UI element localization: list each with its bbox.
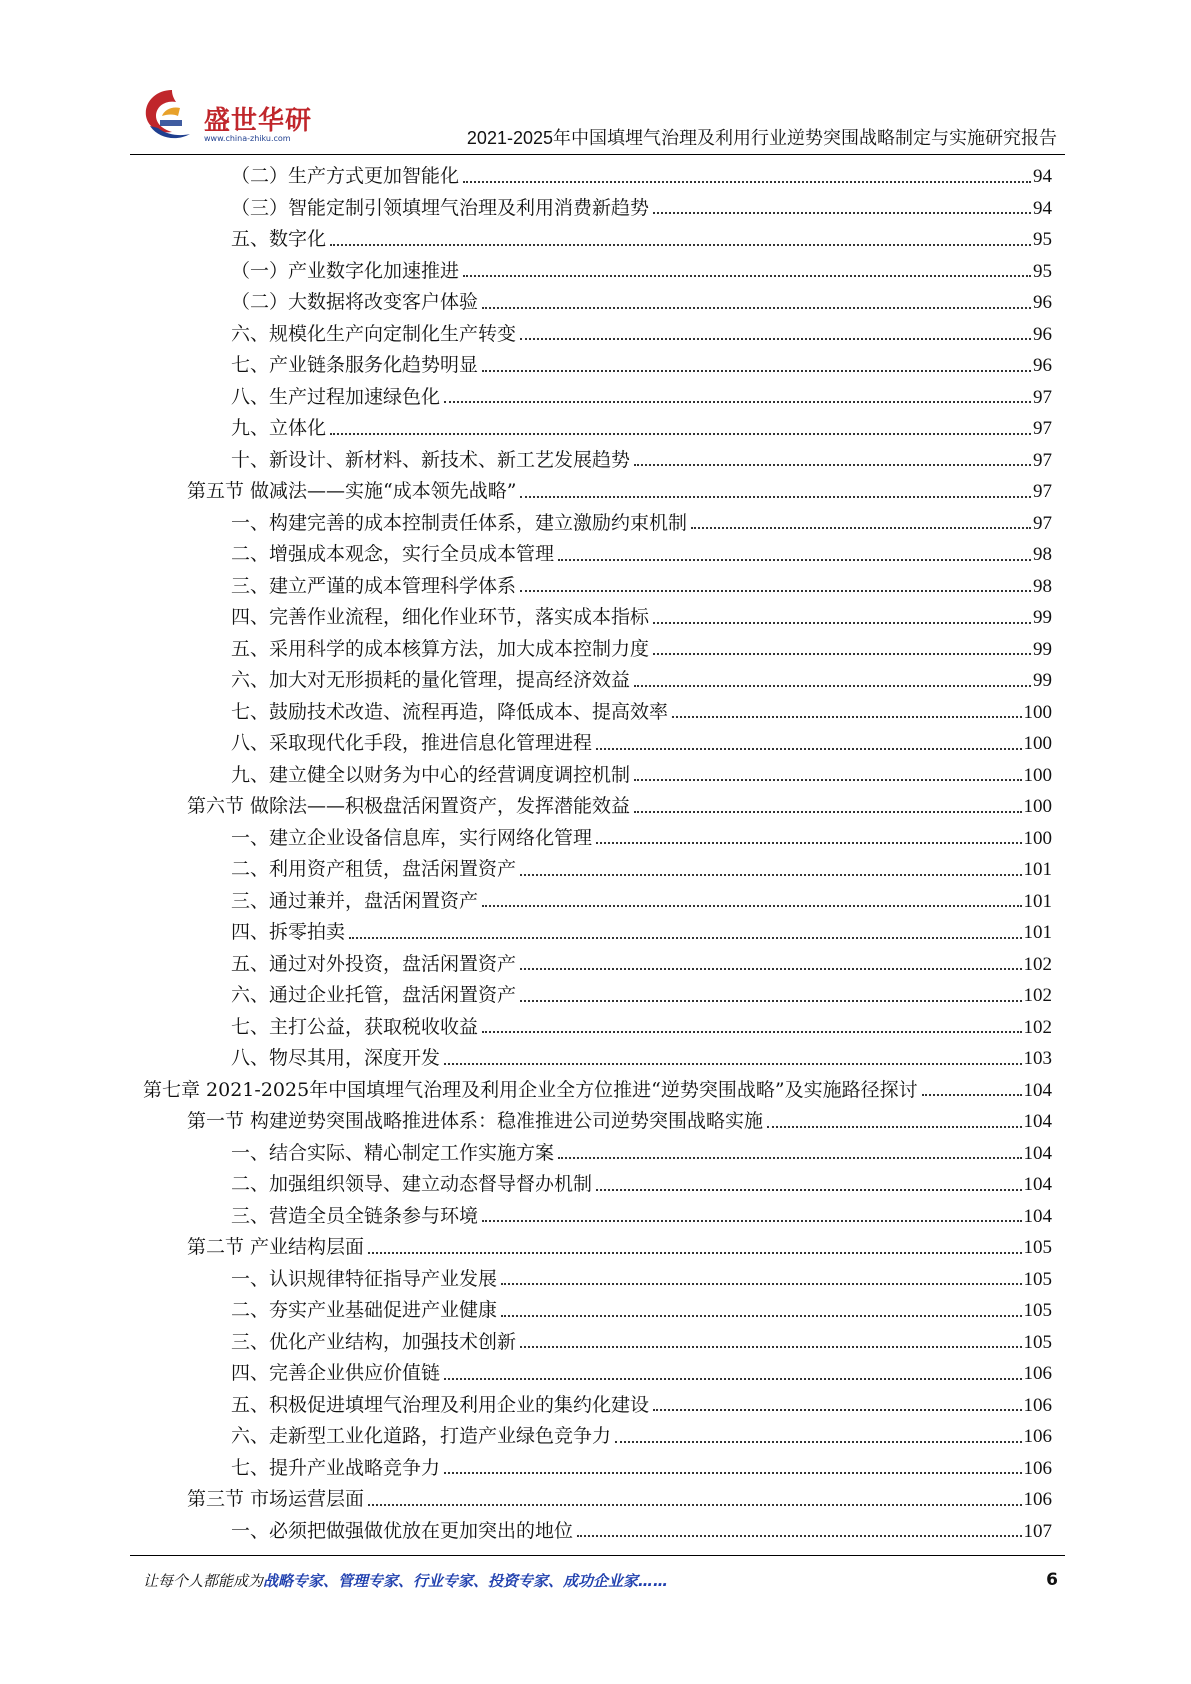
toc-entry-label: 三、营造全员全链条参与环境	[231, 1204, 479, 1227]
toc-entry-label: 第三节 市场运营层面	[187, 1488, 365, 1510]
toc-entry[interactable]	[143, 1484, 1052, 1516]
toc-entry[interactable]	[143, 445, 1052, 477]
toc-leader-dots	[922, 1093, 1022, 1096]
logo-text: 盛世华研	[204, 106, 313, 136]
toc-entry[interactable]	[143, 1516, 1052, 1548]
toc-entry-page: 100	[1023, 827, 1052, 849]
toc-entry-page: 105	[1023, 1331, 1052, 1353]
toc-entry[interactable]	[143, 697, 1052, 729]
toc-entry-label: 一、认识规律特征指导产业发展	[231, 1267, 498, 1290]
toc-entry[interactable]	[143, 1138, 1052, 1170]
toc-entry[interactable]	[143, 1453, 1052, 1485]
toc-leader-dots	[330, 243, 1031, 246]
toc-entry-label: 四、完善作业流程，细化作业环节，落实成本指标	[231, 606, 650, 628]
toc-entry-page: 94	[1033, 166, 1052, 187]
toc-entry[interactable]	[143, 634, 1052, 666]
toc-leader-dots	[767, 1125, 1021, 1128]
toc-entry[interactable]	[143, 1232, 1052, 1264]
toc-entry-label: 七、主打公益，获取税收收益	[231, 1015, 479, 1038]
toc-entry[interactable]	[143, 949, 1052, 981]
toc-leader-dots	[482, 306, 1031, 309]
toc-entry-page: 99	[1033, 607, 1052, 628]
toc-entry-label: 八、生产过程加速绿色化	[231, 385, 441, 408]
toc-entry-label: 二、增强成本观念，实行全员成本管理	[231, 543, 555, 565]
page-number: 6	[1046, 1570, 1058, 1590]
toc-leader-dots	[653, 621, 1031, 624]
toc-entry[interactable]	[143, 886, 1052, 918]
toc-leader-dots	[672, 715, 1021, 718]
toc-leader-dots	[691, 526, 1031, 529]
toc-entry-page: 98	[1033, 544, 1052, 565]
toc-leader-dots	[444, 1377, 1021, 1380]
toc-entry-page: 101	[1023, 859, 1052, 880]
toc-entry-page: 102	[1023, 1016, 1052, 1038]
toc-entry-label: 八、物尽其用，深度开发	[231, 1047, 441, 1069]
toc-entry-page: 100	[1023, 796, 1052, 817]
toc-entry-page: 102	[1023, 953, 1052, 975]
toc-entry-page: 100	[1023, 764, 1052, 786]
toc-entry-label: 一、必须把做强做优放在更加突出的地位	[231, 1519, 574, 1542]
toc-leader-dots	[577, 1534, 1021, 1537]
page-footer	[143, 1570, 1058, 1596]
toc-entry-page: 95	[1033, 260, 1052, 282]
toc-entry-label: 六、通过企业托管，盘活闲置资产	[231, 984, 517, 1006]
toc-leader-dots	[482, 904, 1021, 907]
toc-leader-dots	[520, 1345, 1021, 1348]
toc-leader-dots	[444, 1062, 1021, 1065]
logo-swirl-icon	[142, 86, 206, 148]
footer-divider	[130, 1555, 1065, 1556]
toc-entry-label: 一、建立企业设备信息库，实行网络化管理	[231, 826, 593, 849]
toc-entry-label: 九、立体化	[231, 417, 327, 439]
toc-entry[interactable]	[143, 1043, 1052, 1075]
toc-leader-dots	[634, 684, 1031, 687]
toc-entry-page: 100	[1023, 701, 1052, 723]
toc-entry-label: 四、拆零拍卖	[231, 921, 346, 943]
toc-entry[interactable]	[143, 1358, 1052, 1390]
table-of-contents	[143, 161, 1052, 1547]
toc-leader-dots	[463, 274, 1031, 277]
toc-entry-label: 第二节 产业结构层面	[187, 1236, 365, 1258]
toc-leader-dots	[444, 400, 1031, 403]
toc-entry[interactable]	[143, 193, 1052, 225]
toc-entry-label: 一、结合实际、精心制定工作实施方案	[231, 1141, 555, 1164]
toc-entry[interactable]	[143, 1075, 1052, 1107]
toc-entry-label: 三、优化产业结构，加强技术创新	[231, 1330, 517, 1353]
toc-entry[interactable]	[143, 1169, 1052, 1201]
footer-slogan-prefix: 让每个人都能成为	[143, 1572, 264, 1590]
report-title: 2021-2025年中国填埋气治理及利用行业逆势突围战略制定与实施研究报告	[466, 128, 1057, 148]
toc-leader-dots	[558, 558, 1031, 561]
toc-leader-dots	[368, 1503, 1021, 1506]
toc-entry-label: 七、产业链条服务化趋势明显	[231, 354, 479, 376]
toc-entry-label: 二、利用资产租赁，盘活闲置资产	[231, 858, 517, 880]
toc-entry-page: 105	[1023, 1268, 1052, 1290]
toc-leader-dots	[520, 589, 1031, 592]
toc-entry[interactable]	[143, 476, 1052, 508]
toc-entry-page: 97	[1033, 418, 1052, 439]
toc-leader-dots	[596, 1188, 1021, 1191]
toc-leader-dots	[634, 810, 1021, 813]
toc-entry[interactable]	[143, 287, 1052, 319]
toc-entry[interactable]	[143, 1201, 1052, 1233]
toc-entry-label: （二）大数据将改变客户体验	[231, 291, 479, 313]
toc-leader-dots	[520, 495, 1031, 498]
toc-entry[interactable]	[143, 1264, 1052, 1296]
toc-entry-label: 八、采取现代化手段，推进信息化管理进程	[231, 732, 593, 754]
toc-entry[interactable]	[143, 1106, 1052, 1138]
toc-entry-page: 104	[1023, 1079, 1052, 1101]
toc-entry-page: 104	[1023, 1111, 1052, 1132]
toc-leader-dots	[634, 778, 1021, 781]
toc-entry-label: （二）生产方式更加智能化	[231, 165, 460, 187]
toc-entry-page: 97	[1033, 386, 1052, 408]
toc-leader-dots	[596, 841, 1021, 844]
toc-leader-dots	[482, 1030, 1021, 1033]
toc-entry-page: 100	[1023, 733, 1052, 754]
toc-entry-page: 101	[1023, 890, 1052, 912]
toc-entry-label: 二、夯实产业基础促进产业健康	[231, 1299, 498, 1321]
toc-entry[interactable]	[143, 256, 1052, 288]
toc-entry-label: 二、加强组织领导、建立动态督导督办机制	[231, 1173, 593, 1195]
toc-entry-label: 十、新设计、新材料、新技术、新工艺发展趋势	[231, 448, 631, 471]
toc-entry[interactable]	[143, 823, 1052, 855]
toc-entry-label: 三、建立严谨的成本管理科学体系	[231, 574, 517, 597]
toc-leader-dots	[596, 747, 1021, 750]
toc-entry[interactable]	[143, 382, 1052, 414]
toc-entry[interactable]	[143, 539, 1052, 571]
toc-entry-page: 97	[1033, 512, 1052, 534]
toc-entry[interactable]	[143, 854, 1052, 886]
toc-leader-dots	[330, 432, 1031, 435]
toc-entry-page: 106	[1023, 1394, 1052, 1416]
company-logo	[142, 86, 312, 148]
toc-entry-page: 95	[1033, 229, 1052, 250]
toc-leader-dots	[615, 1440, 1021, 1443]
toc-entry[interactable]	[143, 1012, 1052, 1044]
toc-leader-dots	[501, 1314, 1021, 1317]
toc-entry-label: 九、建立健全以财务为中心的经营调度调控机制	[231, 763, 631, 786]
toc-entry[interactable]	[143, 1327, 1052, 1359]
header-divider	[130, 154, 1065, 155]
toc-entry-label: 第一节 构建逆势突围战略推进体系：稳准推进公司逆势突围战略实施	[187, 1110, 764, 1132]
toc-entry-label: 六、规模化生产向定制化生产转变	[231, 322, 517, 345]
toc-entry-page: 99	[1033, 638, 1052, 660]
toc-entry[interactable]	[143, 728, 1052, 760]
toc-entry-page: 104	[1023, 1142, 1052, 1164]
toc-leader-dots	[653, 652, 1031, 655]
toc-entry-label: 六、加大对无形损耗的量化管理，提高经济效益	[231, 669, 631, 691]
toc-entry-page: 106	[1023, 1489, 1052, 1510]
logo-url: www.china-zhiku.com	[204, 134, 291, 143]
toc-leader-dots	[501, 1282, 1021, 1285]
toc-entry[interactable]	[143, 1390, 1052, 1422]
toc-leader-dots	[520, 873, 1021, 876]
footer-slogan-emphasis: 战略专家、管理专家、行业专家、投资专家、成功企业家……	[263, 1572, 669, 1590]
toc-entry-page: 104	[1023, 1205, 1052, 1227]
toc-entry[interactable]	[143, 1295, 1052, 1327]
toc-entry-page: 96	[1033, 323, 1052, 345]
toc-entry-page: 104	[1023, 1174, 1052, 1195]
toc-entry[interactable]	[143, 980, 1052, 1012]
toc-leader-dots	[349, 936, 1021, 939]
toc-leader-dots	[653, 211, 1031, 214]
toc-entry[interactable]	[143, 665, 1052, 697]
toc-entry-label: 五、采用科学的成本核算方法，加大成本控制力度	[231, 637, 650, 660]
toc-entry-label: （三）智能定制引领填埋气治理及利用消费新趋势	[231, 196, 650, 219]
toc-leader-dots	[482, 369, 1031, 372]
toc-entry-label: 五、通过对外投资，盘活闲置资产	[231, 952, 517, 975]
toc-entry[interactable]	[143, 350, 1052, 382]
toc-leader-dots	[520, 999, 1021, 1002]
toc-leader-dots	[463, 180, 1031, 183]
toc-entry-label: 第七章 2021-2025年中国填埋气治理及利用企业全方位推进“逆势突围战略”及实施路径探讨	[143, 1078, 918, 1101]
toc-entry[interactable]	[143, 413, 1052, 445]
toc-entry[interactable]	[143, 602, 1052, 634]
toc-entry-page: 106	[1023, 1426, 1052, 1447]
toc-leader-dots	[520, 337, 1031, 340]
toc-entry-page: 97	[1033, 481, 1052, 502]
toc-entry-label: 第六节 做除法——积极盘活闲置资产，发挥潜能效益	[187, 795, 631, 817]
toc-entry-label: 一、构建完善的成本控制责任体系，建立激励约束机制	[231, 511, 688, 534]
toc-entry[interactable]	[143, 224, 1052, 256]
toc-entry-page: 107	[1023, 1520, 1052, 1542]
toc-leader-dots	[634, 463, 1031, 466]
toc-entry-page: 94	[1033, 197, 1052, 219]
toc-leader-dots	[368, 1251, 1021, 1254]
toc-entry[interactable]	[143, 791, 1052, 823]
toc-entry[interactable]	[143, 319, 1052, 351]
toc-entry[interactable]	[143, 917, 1052, 949]
toc-leader-dots	[482, 1219, 1021, 1222]
toc-entry-label: 三、通过兼并，盘活闲置资产	[231, 889, 479, 912]
toc-entry-label: 五、数字化	[231, 228, 327, 250]
toc-entry[interactable]	[143, 571, 1052, 603]
toc-entry-label: 四、完善企业供应价值链	[231, 1362, 441, 1384]
toc-entry-label: 六、走新型工业化道路，打造产业绿色竞争力	[231, 1425, 612, 1447]
toc-leader-dots	[520, 967, 1021, 970]
toc-entry-page: 103	[1023, 1048, 1052, 1069]
toc-entry-label: 第五节 做减法——实施“成本领先战略”	[187, 480, 517, 502]
toc-entry[interactable]	[143, 760, 1052, 792]
toc-entry[interactable]	[143, 508, 1052, 540]
toc-entry-page: 98	[1033, 575, 1052, 597]
toc-leader-dots	[444, 1471, 1021, 1474]
toc-entry-page: 106	[1023, 1363, 1052, 1384]
toc-entry[interactable]	[143, 161, 1052, 193]
toc-entry-page: 106	[1023, 1457, 1052, 1479]
toc-entry-page: 96	[1033, 355, 1052, 376]
toc-entry-label: 七、鼓励技术改造、流程再造，降低成本、提高效率	[231, 700, 669, 723]
page-header	[130, 78, 1065, 150]
toc-leader-dots	[653, 1408, 1021, 1411]
toc-entry-label: 七、提升产业战略竞争力	[231, 1456, 441, 1479]
toc-entry-page: 102	[1023, 985, 1052, 1006]
toc-entry-page: 96	[1033, 292, 1052, 313]
toc-entry-page: 101	[1023, 922, 1052, 943]
toc-entry-label: （一）产业数字化加速推进	[231, 259, 460, 282]
toc-entry-label: 五、积极促进填埋气治理及利用企业的集约化建设	[231, 1393, 650, 1416]
toc-entry[interactable]	[143, 1421, 1052, 1453]
toc-entry-page: 99	[1033, 670, 1052, 691]
toc-entry-page: 105	[1023, 1300, 1052, 1321]
toc-entry-page: 105	[1023, 1237, 1052, 1258]
toc-leader-dots	[558, 1156, 1021, 1159]
toc-entry-page: 97	[1033, 449, 1052, 471]
